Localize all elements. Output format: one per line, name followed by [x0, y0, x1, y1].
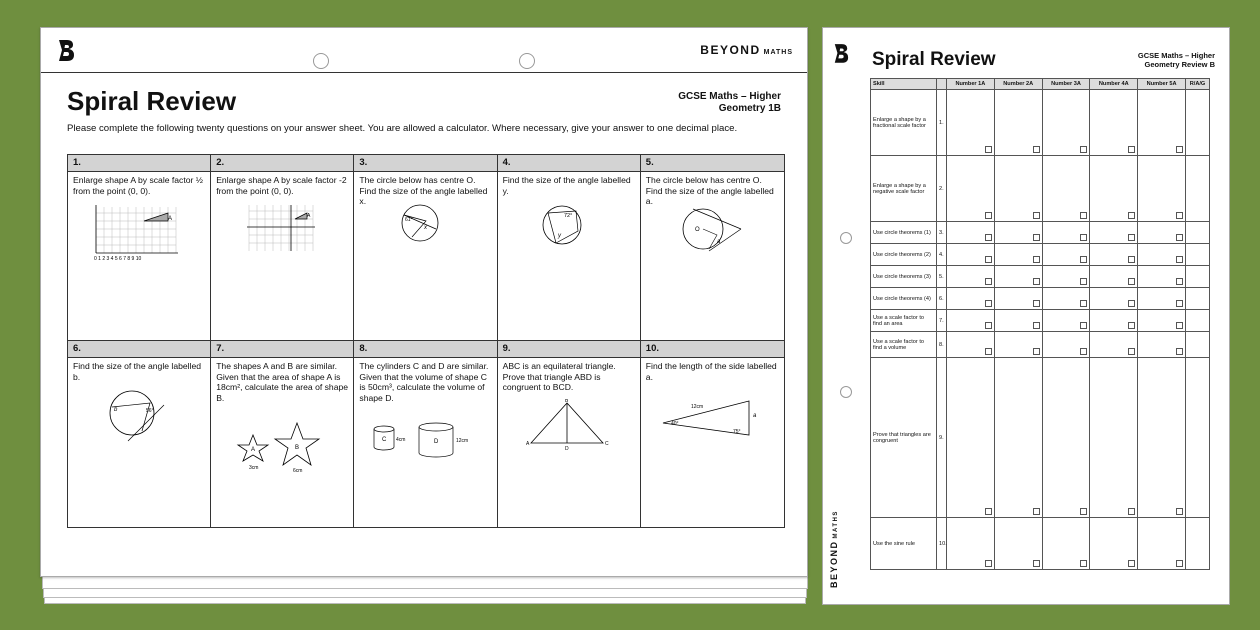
skill-label: Use circle theorems (2)	[871, 244, 937, 266]
header-rule	[41, 72, 807, 73]
answer-cell[interactable]	[1090, 244, 1138, 266]
table-row	[871, 358, 1210, 518]
svg-text:4cm: 4cm	[396, 437, 406, 443]
question-number: 7.	[211, 341, 353, 358]
row-number: 2.	[937, 156, 947, 222]
answer-cell[interactable]	[994, 156, 1042, 222]
answer-cell[interactable]	[1090, 288, 1138, 310]
svg-text:B: B	[295, 445, 300, 451]
checkbox[interactable]	[1033, 212, 1040, 219]
rag-cell[interactable]	[1186, 266, 1210, 288]
checkbox[interactable]	[985, 560, 992, 567]
answer-cell[interactable]	[1138, 288, 1186, 310]
checkbox[interactable]	[1128, 348, 1135, 355]
checkbox[interactable]	[985, 300, 992, 307]
rag-cell[interactable]	[1186, 222, 1210, 244]
checkbox[interactable]	[985, 146, 992, 153]
answer-cell[interactable]	[1042, 288, 1090, 310]
answer-cell[interactable]	[1138, 518, 1186, 570]
svg-text:A: A	[307, 213, 311, 219]
answer-cell[interactable]	[947, 332, 995, 358]
checkbox[interactable]	[1176, 234, 1183, 241]
circle-diagram	[68, 389, 211, 443]
question-number: 10.	[641, 341, 784, 358]
column-header: Number 5A	[1138, 79, 1186, 90]
question-text: Enlarge shape A by scale factor ½ from the point (0, 0).	[73, 175, 203, 196]
answer-cell[interactable]	[1090, 518, 1138, 570]
row-number: 8.	[937, 332, 947, 358]
checkbox[interactable]	[1080, 146, 1087, 153]
checkbox[interactable]	[1033, 322, 1040, 329]
answer-cell[interactable]	[1138, 90, 1186, 156]
skill-label: Use circle theorems (3)	[871, 266, 937, 288]
checkbox[interactable]	[985, 508, 992, 515]
answer-cell[interactable]	[1042, 90, 1090, 156]
column-header: Number 3A	[1042, 79, 1090, 90]
circle-diagram	[498, 203, 641, 247]
brand-name: BEYOND MATHS	[700, 43, 793, 57]
svg-text:D: D	[564, 446, 569, 451]
question-text: Enlarge shape A by scale factor -2 from the point (0, 0).	[216, 175, 347, 196]
checkbox[interactable]	[1080, 234, 1087, 241]
column-header	[937, 79, 947, 90]
table-row	[871, 310, 1210, 332]
answer-cell[interactable]	[994, 288, 1042, 310]
row-number: 1.	[937, 90, 947, 156]
circle-diagram	[354, 203, 497, 243]
answer-cell[interactable]	[1138, 332, 1186, 358]
answer-cell[interactable]	[1138, 310, 1186, 332]
question-number: 9.	[498, 341, 640, 358]
checkbox[interactable]	[1128, 256, 1135, 263]
column-header: R/A/G	[1186, 79, 1210, 90]
answer-cell[interactable]	[994, 518, 1042, 570]
column-header: Skill	[871, 79, 937, 90]
page-subtitle: GCSE Maths – Higher Geometry 1B	[678, 91, 781, 114]
question-text: The circle below has centre O. Find the size of the angle labelled a.	[645, 175, 774, 206]
skill-label: Enlarge a shape by a negative scale factor	[871, 156, 937, 222]
checkbox[interactable]	[1080, 212, 1087, 219]
checkbox[interactable]	[1176, 146, 1183, 153]
table-row	[871, 222, 1210, 244]
checkbox[interactable]	[985, 348, 992, 355]
question-cell	[68, 341, 211, 527]
checkbox[interactable]	[1080, 300, 1087, 307]
brand-name-vertical: BEYONDMATHS	[829, 510, 839, 588]
checkbox[interactable]	[1033, 348, 1040, 355]
answer-cell[interactable]	[994, 358, 1042, 518]
checkbox[interactable]	[1128, 300, 1135, 307]
grid-diagram	[211, 203, 354, 255]
question-number: 2.	[211, 155, 353, 172]
page-title: Spiral Review	[67, 86, 237, 116]
question-number: 1.	[68, 155, 210, 172]
question-cell	[68, 155, 211, 341]
answer-cell[interactable]	[1138, 358, 1186, 518]
answer-cell[interactable]	[1090, 332, 1138, 358]
svg-text:C: C	[604, 441, 609, 447]
checkbox[interactable]	[1176, 256, 1183, 263]
checkbox[interactable]	[985, 322, 992, 329]
svg-text:a: a	[752, 413, 757, 419]
checkbox[interactable]	[1080, 322, 1087, 329]
svg-text:3cm: 3cm	[249, 465, 259, 471]
checkbox[interactable]	[1128, 560, 1135, 567]
row-number: 5.	[937, 266, 947, 288]
row-number: 10.	[937, 518, 947, 570]
question-cell	[498, 341, 641, 527]
checkbox[interactable]	[1176, 322, 1183, 329]
checkbox[interactable]	[1128, 146, 1135, 153]
worksheet-page	[40, 27, 808, 577]
punch-hole	[840, 232, 852, 244]
question-text: The circle below has centre O. Find the size of the angle labelled x.	[359, 175, 488, 206]
checkbox[interactable]	[1080, 256, 1087, 263]
checkbox[interactable]	[1176, 348, 1183, 355]
checkbox[interactable]	[985, 256, 992, 263]
question-cell	[354, 155, 497, 341]
answer-cell[interactable]	[1090, 222, 1138, 244]
checkbox[interactable]	[1080, 278, 1087, 285]
answer-cell[interactable]	[947, 518, 995, 570]
question-cell	[498, 155, 641, 341]
punch-hole	[313, 53, 329, 69]
punch-hole	[519, 53, 535, 69]
answer-cell[interactable]	[947, 244, 995, 266]
checkbox[interactable]	[1176, 560, 1183, 567]
answer-cell[interactable]	[1138, 156, 1186, 222]
answer-cell[interactable]	[994, 244, 1042, 266]
checkbox[interactable]	[1033, 278, 1040, 285]
answer-cell[interactable]	[994, 222, 1042, 244]
answer-cell[interactable]	[947, 222, 995, 244]
answer-cell[interactable]	[994, 266, 1042, 288]
rag-cell[interactable]	[1186, 90, 1210, 156]
beyond-logo-icon	[833, 42, 849, 64]
svg-text:12cm: 12cm	[690, 404, 704, 410]
checkbox[interactable]	[1176, 508, 1183, 515]
answer-cell[interactable]	[1090, 310, 1138, 332]
row-number: 4.	[937, 244, 947, 266]
answer-cell[interactable]	[994, 332, 1042, 358]
answer-cell[interactable]	[947, 266, 995, 288]
svg-text:A: A	[251, 447, 256, 453]
answer-cell[interactable]	[947, 156, 995, 222]
rag-cell[interactable]	[1186, 358, 1210, 518]
svg-text:A: A	[525, 441, 529, 447]
circle-diagram	[641, 203, 784, 255]
table-row	[871, 90, 1210, 156]
answer-cell[interactable]	[1042, 266, 1090, 288]
checkbox[interactable]	[1176, 278, 1183, 285]
svg-text:y: y	[557, 233, 561, 239]
tracker-table	[870, 78, 1210, 570]
rag-cell[interactable]	[1186, 332, 1210, 358]
answer-cell[interactable]	[1090, 358, 1138, 518]
answer-cell[interactable]	[1090, 90, 1138, 156]
checkbox[interactable]	[1033, 146, 1040, 153]
question-number: 8.	[354, 341, 496, 358]
skill-label: Enlarge a shape by a fractional scale factor	[871, 90, 937, 156]
answer-cell[interactable]	[1042, 518, 1090, 570]
table-header-row	[871, 79, 1210, 90]
question-cell	[641, 155, 784, 341]
checkbox[interactable]	[1033, 300, 1040, 307]
answer-cell[interactable]	[947, 358, 995, 518]
column-header: Number 4A	[1090, 79, 1138, 90]
cylinders-diagram	[354, 421, 497, 463]
question-grid	[67, 154, 785, 528]
checkbox[interactable]	[1033, 256, 1040, 263]
answer-cell[interactable]	[1042, 332, 1090, 358]
question-cell	[641, 341, 784, 527]
skill-label: Use circle theorems (1)	[871, 222, 937, 244]
checkbox[interactable]	[1128, 234, 1135, 241]
svg-text:75°: 75°	[732, 429, 741, 435]
svg-text:D: D	[434, 439, 439, 445]
question-number: 6.	[68, 341, 210, 358]
rag-cell[interactable]	[1186, 310, 1210, 332]
rag-cell[interactable]	[1186, 288, 1210, 310]
answer-cell[interactable]	[1042, 156, 1090, 222]
skill-label: Use a scale factor to find a volume	[871, 332, 937, 358]
skill-label: Use circle theorems (4)	[871, 288, 937, 310]
skill-label: Use the sine rule	[871, 518, 937, 570]
instructions: Please complete the following twenty questions on your answer sheet. You are allowed a calculator. Where necessary, give your answer to one decimal place.	[67, 123, 738, 134]
stars-diagram	[211, 421, 354, 473]
checkbox[interactable]	[1033, 234, 1040, 241]
tracker-subtitle: GCSE Maths – Higher Geometry Review B	[1137, 51, 1215, 69]
skill-label: Use a scale factor to find an area	[871, 310, 937, 332]
row-number: 6.	[937, 288, 947, 310]
answer-cell[interactable]	[1042, 310, 1090, 332]
table-row	[871, 518, 1210, 570]
triangle-diagram	[641, 393, 784, 443]
svg-text:56°: 56°	[146, 408, 154, 414]
checkbox[interactable]	[1128, 212, 1135, 219]
svg-text:A: A	[168, 216, 173, 222]
table-row	[871, 288, 1210, 310]
svg-text:72°: 72°	[563, 213, 572, 219]
checkbox[interactable]	[1128, 278, 1135, 285]
answer-cell[interactable]	[1042, 244, 1090, 266]
answer-cell[interactable]	[947, 310, 995, 332]
row-number: 7.	[937, 310, 947, 332]
question-text: The cylinders C and D are similar. Given that the volume of shape C is 50cm³, calculate the volume of shape D.	[359, 361, 489, 403]
svg-text:x: x	[424, 225, 428, 231]
beyond-logo-icon	[57, 38, 75, 62]
svg-text:12cm: 12cm	[456, 438, 469, 444]
checkbox[interactable]	[985, 278, 992, 285]
checkbox[interactable]	[1080, 348, 1087, 355]
answer-cell[interactable]	[1090, 266, 1138, 288]
question-text: Find the size of the angle labelled y.	[502, 175, 631, 196]
question-cell	[354, 341, 497, 527]
answer-cell[interactable]	[1138, 244, 1186, 266]
question-text: Find the size of the angle labelled b.	[73, 361, 202, 382]
rag-cell[interactable]	[1186, 518, 1210, 570]
checkbox[interactable]	[1033, 560, 1040, 567]
checkbox[interactable]	[1128, 508, 1135, 515]
checkbox[interactable]	[1080, 508, 1087, 515]
question-text: The shapes A and B are similar. Given that the area of shape A is 18cm², calculate the area of shape B.	[216, 361, 349, 403]
svg-text:O: O	[694, 227, 700, 233]
svg-text:6cm: 6cm	[293, 468, 303, 473]
grid-diagram	[68, 203, 211, 263]
svg-text:B: B	[564, 399, 568, 404]
table-row	[871, 156, 1210, 222]
table-row	[871, 332, 1210, 358]
tracker-title: Spiral Review	[872, 49, 996, 70]
answer-cell[interactable]	[947, 90, 995, 156]
answer-cell[interactable]	[1042, 222, 1090, 244]
svg-text:0 1 2 3 4 5 6 7 8 9 10: 0 1 2 3 4 5 6 7 8 9 10	[94, 256, 142, 262]
row-number: 9.	[937, 358, 947, 518]
row-number: 3.	[937, 222, 947, 244]
question-number: 4.	[498, 155, 640, 172]
svg-text:a: a	[716, 239, 721, 245]
checkbox[interactable]	[1176, 300, 1183, 307]
svg-text:C: C	[382, 437, 387, 443]
skill-label: Prove that triangles are congruent	[871, 358, 937, 518]
svg-text:40°: 40°	[670, 421, 679, 427]
answer-cell[interactable]	[1138, 222, 1186, 244]
question-text: ABC is an equilateral triangle. Prove that triangle ABD is congruent to BCD.	[502, 361, 616, 392]
checkbox[interactable]	[1080, 560, 1087, 567]
question-cell	[211, 155, 354, 341]
svg-text:b: b	[114, 407, 118, 413]
svg-text:61°: 61°	[405, 217, 413, 223]
checkbox[interactable]	[985, 212, 992, 219]
question-text: Find the length of the side labelled a.	[645, 361, 777, 382]
question-number: 3.	[354, 155, 496, 172]
column-header: Number 2A	[994, 79, 1042, 90]
checkbox[interactable]	[1033, 508, 1040, 515]
punch-hole	[840, 386, 852, 398]
answer-cell[interactable]	[994, 90, 1042, 156]
question-cell	[211, 341, 354, 527]
table-row	[871, 266, 1210, 288]
answer-cell[interactable]	[947, 288, 995, 310]
column-header: Number 1A	[947, 79, 995, 90]
checkbox[interactable]	[1128, 322, 1135, 329]
rag-cell[interactable]	[1186, 156, 1210, 222]
answer-cell[interactable]	[1042, 358, 1090, 518]
tracker-page	[822, 27, 1230, 605]
answer-cell[interactable]	[1090, 156, 1138, 222]
answer-cell[interactable]	[1138, 266, 1186, 288]
rag-cell[interactable]	[1186, 244, 1210, 266]
question-number: 5.	[641, 155, 784, 172]
checkbox[interactable]	[1176, 212, 1183, 219]
answer-cell[interactable]	[994, 310, 1042, 332]
triangle-diagram	[498, 399, 641, 451]
checkbox[interactable]	[985, 234, 992, 241]
table-row	[871, 244, 1210, 266]
